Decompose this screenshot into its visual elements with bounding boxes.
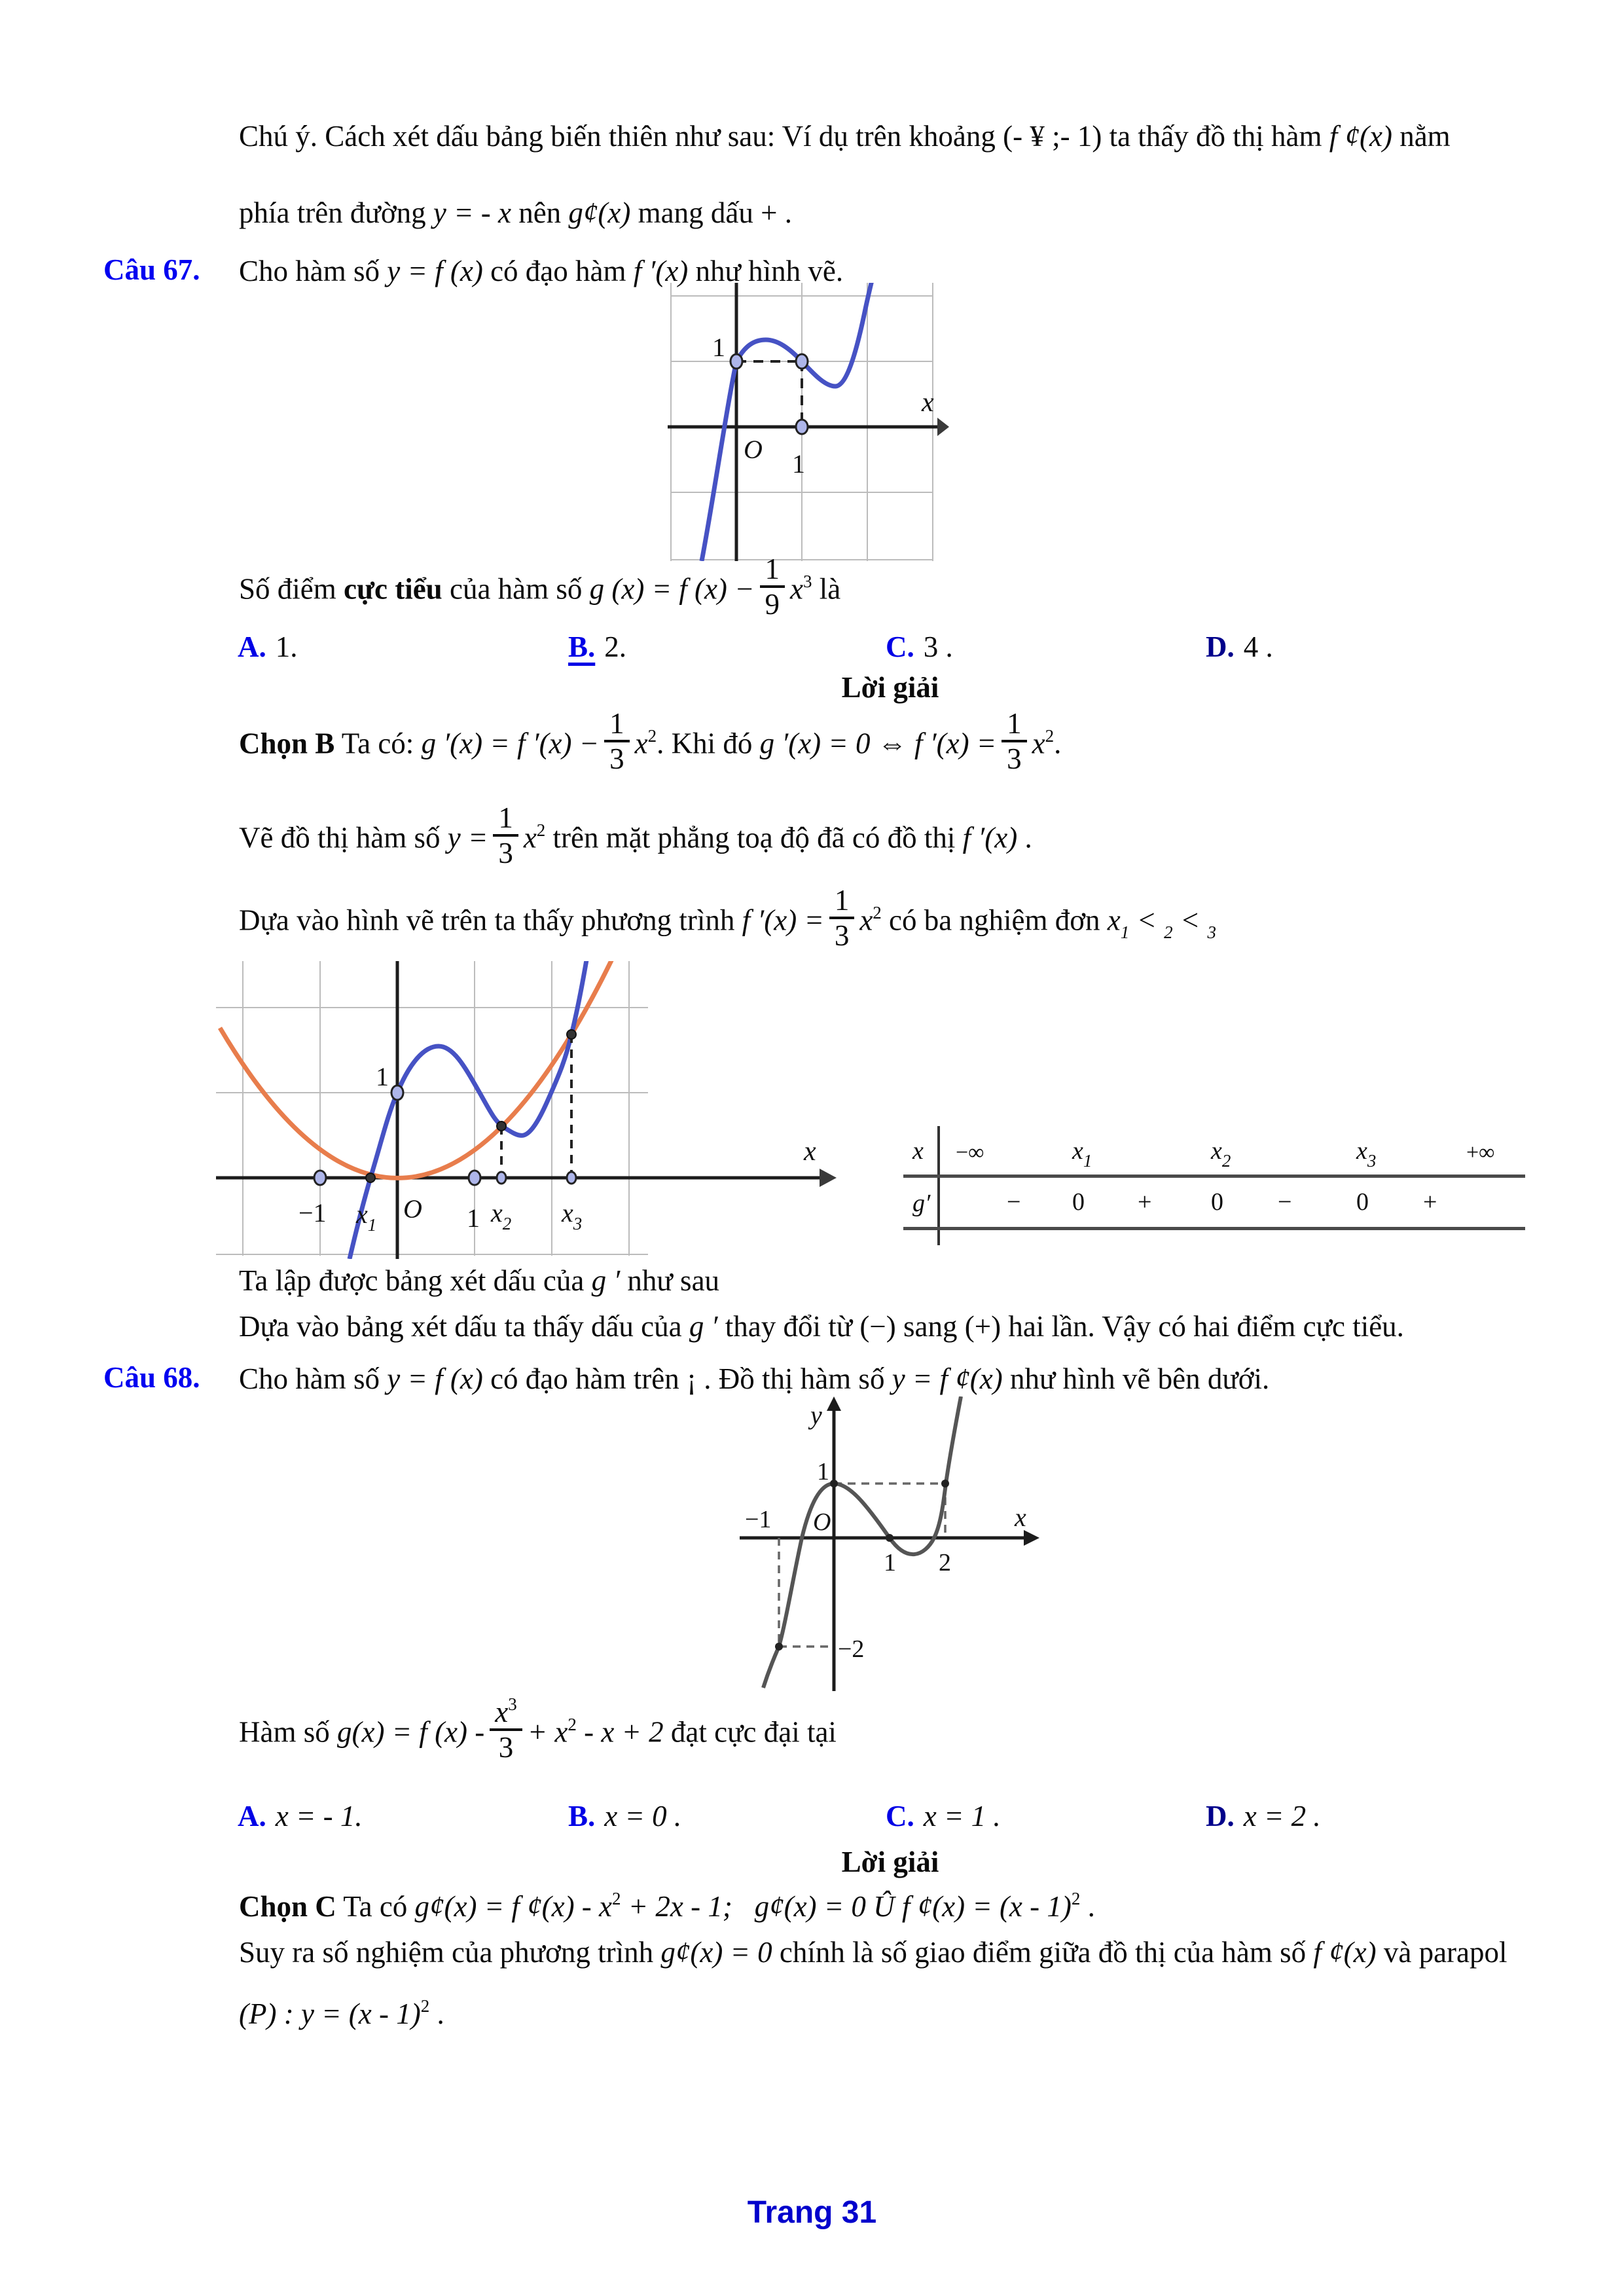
text-run: ta thấy đồ thị hàm — [1102, 120, 1329, 153]
marked-points — [731, 354, 808, 434]
question-68-label: Câu 68. — [103, 1361, 200, 1394]
option-letter: D. — [1206, 630, 1235, 663]
y-tick-label: 1 — [376, 1062, 389, 1091]
option-67-B — [568, 630, 626, 664]
fraction-denominator: 3 — [498, 837, 513, 870]
math-run: x — [634, 727, 648, 760]
root2-base: x — [491, 1198, 503, 1228]
text-run: sang — [895, 1310, 965, 1343]
math-run: < — [1129, 903, 1164, 937]
chosen-answer: Chọn C — [239, 1890, 336, 1923]
math-run: y = — [447, 821, 488, 854]
math-run: g¢(x) = f ¢(x) - x — [414, 1890, 613, 1923]
fraction-numerator — [490, 1696, 522, 1731]
text-run: chính là số giao điểm giữa đồ thị của hàm số — [772, 1936, 1314, 1969]
math-run: + x — [527, 1715, 568, 1749]
sign-4: − — [1278, 1188, 1292, 1216]
text-run: phía trên đường — [239, 196, 433, 229]
fraction-denominator: 3 — [834, 919, 850, 953]
y-axis-arrow — [827, 1396, 841, 1411]
math-run: f ′(x) = — [742, 903, 824, 937]
solution-67-line-4 — [239, 1262, 719, 1299]
math-run: y = f ¢(x) — [892, 1362, 1003, 1395]
fraction — [604, 707, 630, 776]
solution-67-line-3 — [239, 884, 1217, 958]
text-run: . Khi đó — [657, 727, 760, 760]
origin-label: O — [403, 1194, 422, 1224]
axes — [740, 1403, 1028, 1691]
option-letter: B. — [568, 630, 596, 663]
cell-x2 — [1211, 1137, 1231, 1171]
text-run: của hàm số — [442, 572, 590, 606]
math-run: x — [859, 903, 873, 937]
text-run: Số điểm — [239, 572, 344, 606]
math-run: g ′ — [591, 1264, 621, 1297]
fraction — [493, 801, 518, 870]
sign-3: 0 — [1211, 1188, 1223, 1216]
math-run: f ¢(x) — [1313, 1936, 1377, 1969]
solution-68-line-3 — [239, 1995, 444, 2032]
math-run: x — [1032, 727, 1045, 760]
text-run: như sau — [620, 1264, 720, 1297]
option-68-D — [1206, 1799, 1321, 1833]
text-run: thay đổi từ — [717, 1310, 860, 1343]
superscript: 2 — [612, 1889, 621, 1908]
dashed-guides — [736, 361, 802, 427]
text-run: Hàm số — [239, 1715, 337, 1749]
option-value: 1. — [275, 630, 298, 663]
x-tick-minus1: −1 — [298, 1198, 327, 1228]
fraction-denominator: 3 — [1007, 742, 1022, 776]
math-run: (P) : y = (x - 1) — [239, 1997, 421, 2030]
root2-sub: 2 — [502, 1214, 512, 1233]
math-run: x — [790, 572, 804, 606]
question-68-intro — [239, 1360, 1269, 1397]
math-run: + . — [761, 196, 792, 229]
math-run: g ′ — [689, 1310, 718, 1343]
option-letter: B. — [568, 1800, 596, 1832]
text-run: Cho hàm số — [239, 1362, 388, 1395]
y-tick-1: 1 — [817, 1458, 829, 1485]
text-run: . — [1080, 1890, 1095, 1923]
text-run: hai lần. Vậy có hai điểm cực tiểu. — [1001, 1310, 1404, 1343]
cell-neg-inf: −∞ — [956, 1140, 984, 1165]
cell-x1 — [1072, 1137, 1092, 1171]
text-run: có đạo hàm trên — [482, 1362, 687, 1395]
question-67-label: Câu 67. — [103, 253, 200, 286]
math-run: g(x) = f (x) - — [337, 1715, 485, 1749]
sign-0: − — [1007, 1188, 1021, 1216]
table-rule-top — [903, 1175, 1525, 1178]
dashed-guides — [779, 1484, 945, 1647]
fraction — [760, 553, 785, 621]
text-run: đạt cực đại tại — [663, 1715, 837, 1749]
option-value: 3 . — [923, 630, 953, 663]
option-letter: A. — [238, 1800, 266, 1832]
y-tick-label: 1 — [712, 333, 725, 362]
math-run: y = - x — [433, 196, 511, 229]
note-line-1 — [239, 118, 1451, 155]
figure-fprime-vs-parabola — [216, 961, 838, 1259]
x3-base: x — [1356, 1137, 1367, 1165]
root3-sub: 3 — [573, 1214, 583, 1233]
option-letter: D. — [1206, 1800, 1235, 1832]
x-tick-2: 2 — [939, 1549, 951, 1576]
math-run: ¡ — [686, 1362, 696, 1395]
text-run: Vẽ đồ thị hàm số — [239, 821, 448, 854]
math-run: < — [1172, 903, 1208, 937]
text-run: Dựa vào hình vẽ trên ta thấy phương trình — [239, 903, 742, 937]
root2-label — [490, 1198, 511, 1233]
option-68-A — [238, 1799, 363, 1833]
table-rule-bottom — [903, 1227, 1525, 1230]
sign-2: + — [1138, 1188, 1152, 1216]
text-run: Ta có — [336, 1890, 415, 1923]
math-run: x — [1107, 903, 1121, 937]
text-run: Chú ý. Cách xét dấu bảng biến thiên như sau: Ví dụ trên khoảng — [239, 120, 1003, 153]
math-run: + 2x - 1; — [621, 1890, 755, 1923]
subscript: 1 — [1120, 922, 1130, 942]
text-run: trên mặt phẳng toạ độ đã có đồ thị — [545, 821, 963, 854]
superscript: 2 — [420, 1996, 430, 2016]
option-67-A — [238, 630, 298, 664]
math-run: y = f (x) — [387, 1362, 483, 1395]
chosen-answer: Chọn B — [239, 727, 335, 760]
fraction — [1001, 707, 1027, 776]
text-run: Dựa vào bảng xét dấu ta thấy dấu của — [239, 1310, 689, 1343]
x-tick-1: 1 — [467, 1203, 480, 1233]
y-axis-label: y — [810, 1400, 822, 1430]
text-run: có ba nghiệm đơn — [881, 903, 1108, 937]
subscript: 3 — [1207, 922, 1217, 942]
option-68-C — [886, 1799, 1001, 1833]
math-run: f ′(x) — [962, 821, 1018, 854]
math-run: (- ¥ ;- 1) — [1003, 120, 1102, 153]
text-run: Suy ra số nghiệm của phương trình — [239, 1936, 661, 1969]
math-run: g (x) = f (x) − — [589, 572, 755, 606]
text-run: nằm — [1392, 120, 1451, 153]
marked-points — [775, 1480, 949, 1650]
solution-header-68: Lời giải — [841, 1846, 939, 1878]
option-letter: C. — [886, 1800, 914, 1832]
math-run: - x + 2 — [576, 1715, 664, 1749]
cell-x3 — [1356, 1137, 1377, 1171]
origin-label: O — [813, 1508, 831, 1536]
text-run: . — [429, 1997, 444, 2030]
y-tick-minus2: −2 — [838, 1635, 865, 1663]
fraction-numerator: 1 — [1001, 707, 1027, 742]
math-run: (+) — [964, 1310, 1001, 1343]
emphasis-run: cực tiểu — [344, 572, 442, 606]
math-run: f ¢(x) — [1329, 120, 1392, 153]
text-run: như hình vẽ bên dưới. — [1002, 1362, 1270, 1395]
sign-table — [903, 1131, 1525, 1241]
option-68-B — [568, 1799, 681, 1833]
solution-68-line-1 — [239, 1888, 1095, 1925]
g-base: g — [912, 1190, 925, 1217]
text-run: là — [812, 572, 841, 606]
figure-f-prime-q67 — [668, 283, 949, 561]
math-run: x — [495, 1696, 509, 1728]
math-run: x — [523, 821, 537, 854]
option-letter: C. — [886, 630, 914, 663]
solution-67-line-1 — [239, 707, 1062, 781]
option-value: 2. — [604, 630, 627, 663]
cell-pos-inf: +∞ — [1466, 1140, 1495, 1165]
x-axis-label: x — [1015, 1503, 1026, 1532]
fraction-denominator: 3 — [498, 1731, 514, 1764]
math-run: g ′(x) = 0 ⇔ f ′(x) = — [759, 727, 997, 760]
x-axis-label: x — [804, 1137, 816, 1167]
option-letter: A. — [238, 630, 266, 663]
text-run: mang dấu — [630, 196, 761, 229]
note-line-2 — [239, 194, 792, 231]
x-tick-minus1: −1 — [745, 1506, 772, 1533]
superscript: 2 — [873, 902, 882, 922]
math-run: f ′(x) — [633, 255, 689, 287]
option-value: x = 1 . — [923, 1800, 1001, 1832]
text-run: Ta có: — [334, 727, 422, 760]
solution-67-line-2 — [239, 801, 1032, 875]
math-run: y = f (x) — [387, 255, 483, 287]
math-run: g ′(x) = f ′(x) − — [421, 727, 600, 760]
x-tick-label: 1 — [792, 449, 805, 479]
math-run: g¢(x) — [568, 196, 631, 229]
grid-lines — [216, 961, 648, 1256]
superscript: 2 — [1045, 725, 1055, 746]
root1-base: x — [356, 1199, 368, 1229]
text-run: như hình vẽ. — [688, 255, 844, 287]
solution-header-67: Lời giải — [841, 671, 939, 704]
text-run: . Đồ thị hàm số — [696, 1362, 892, 1395]
x-axis-arrow — [1024, 1530, 1039, 1546]
page-number: Trang 31 — [747, 2195, 877, 2230]
x-axis-label: x — [922, 388, 934, 418]
option-value: x = 0 . — [604, 1800, 682, 1832]
fraction-numerator: 1 — [493, 801, 518, 837]
subscript: 2 — [1164, 922, 1173, 942]
text-run: Cho hàm số — [239, 255, 388, 287]
x-axis-arrow — [820, 1169, 837, 1187]
x2-sub: 2 — [1221, 1151, 1231, 1171]
superscript: 2 — [568, 1714, 577, 1734]
x1-base: x — [1072, 1137, 1083, 1165]
sign-6: + — [1423, 1188, 1437, 1216]
option-value: x = 2 . — [1243, 1800, 1321, 1832]
option-value: x = - 1. — [275, 1800, 363, 1832]
superscript: 3 — [803, 571, 812, 591]
row-label-gprime — [912, 1189, 930, 1218]
parabola-curve — [220, 961, 613, 1178]
header-x: x — [912, 1137, 924, 1165]
math-run: g¢(x) = 0 — [660, 1936, 772, 1969]
fraction — [829, 884, 855, 953]
text-run: . — [1017, 821, 1032, 854]
math-run: g¢(x) = 0 Û f ¢(x) = (x - 1) — [754, 1890, 1072, 1923]
solution-67-line-5 — [239, 1308, 1404, 1345]
sign-1: 0 — [1072, 1188, 1085, 1216]
superscript: 2 — [1071, 1889, 1081, 1908]
fraction — [490, 1696, 522, 1764]
fraction-numerator: 1 — [829, 884, 855, 919]
text-run: có đạo hàm — [482, 255, 634, 287]
text-run: . — [1054, 727, 1062, 760]
option-67-D — [1206, 630, 1273, 664]
root1-sub: 1 — [367, 1215, 377, 1235]
x1-sub: 1 — [1083, 1151, 1092, 1171]
text-run: và parapol — [1376, 1936, 1507, 1969]
figure-f-prime-q68 — [740, 1396, 1047, 1691]
text-run: nên — [511, 196, 569, 229]
fraction-denominator: 3 — [609, 742, 624, 776]
option-67-C — [886, 630, 953, 664]
superscript: 2 — [647, 725, 657, 746]
fraction-numerator: 1 — [604, 707, 630, 742]
root3-base: x — [562, 1198, 573, 1228]
g-prime: ′ — [925, 1190, 931, 1217]
root3-label — [561, 1198, 582, 1233]
question-67-stem — [239, 553, 841, 627]
text-run: Ta lập được bảng xét dấu của — [239, 1264, 592, 1297]
origin-label: O — [744, 435, 763, 464]
x-tick-1: 1 — [884, 1549, 896, 1576]
fraction-numerator: 1 — [760, 553, 785, 588]
question-68-stem — [239, 1694, 837, 1770]
solution-68-line-2 — [239, 1934, 1507, 1971]
superscript: 3 — [508, 1694, 517, 1714]
sign-5: 0 — [1356, 1188, 1369, 1216]
math-run: (−) — [859, 1310, 896, 1343]
x3-sub: 3 — [1367, 1151, 1377, 1171]
fraction-denominator: 9 — [765, 588, 780, 621]
f-prime-curve — [702, 283, 881, 561]
superscript: 2 — [536, 820, 546, 840]
x-axis-arrow — [937, 418, 949, 436]
option-value: 4 . — [1243, 630, 1273, 663]
x2-base: x — [1211, 1137, 1222, 1165]
dashed-guides — [501, 1034, 571, 1178]
